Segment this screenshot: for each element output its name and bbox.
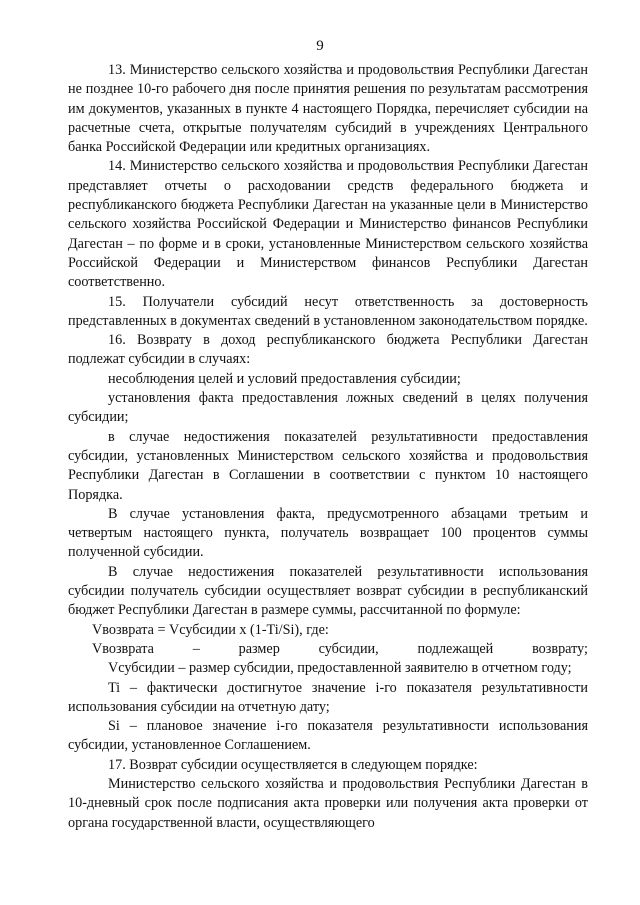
paragraph-16-item-c: в случае недостижения показателей результативности предоставления субсидии, установленных Министерством сельского хозяйства и продовольствия Республики Дагестан в Соглашении в соответствии с пунктом 10 настоящего Порядка. — [68, 428, 588, 503]
formula-definition-ti: Ti – фактически достигнутое значение i-го показателя результативности использования субсидии на отчетную дату; — [68, 679, 588, 715]
paragraph-16-item-b: установления факта предоставления ложных сведений в целях получения субсидии; — [68, 390, 588, 426]
paragraph-16-item-e: В случае недостижения показателей результативности использования субсидии получатель субсидии осуществляет возврат субсидии в республиканский бюджет Республики Дагестан в размере суммы, рассчитанной по формуле: — [68, 563, 588, 619]
paragraph-17: 17. Возврат субсидии осуществляется в следующем порядке: — [108, 756, 478, 773]
def-cell: – — [192, 640, 200, 657]
paragraph-16-item-a: несоблюдения целей и условий предоставления субсидии; — [108, 370, 461, 387]
formula-definition-v-subsidy: Vсубсидии – размер субсидии, предоставленной заявителю в отчетном году; — [108, 660, 572, 677]
document-body — [68, 61, 588, 833]
paragraph-16-item-d: В случае установления факта, предусмотренного абзацами третьим и четвертым настоящего пункта, получатель возвращает 100 процентов суммы полученной субсидии. — [68, 505, 588, 561]
formula-definition-v-return — [68, 640, 588, 659]
def-cell: размер — [238, 640, 280, 657]
paragraph-15: 15. Получатели субсидий несут ответственность за достоверность представленных в документах сведений в установленном законодательством порядке. — [68, 293, 588, 329]
formula-definition-si: Si – плановое значение i-го показателя результативности использования субсидии, установленное Соглашением. — [68, 718, 588, 754]
def-cell: возврату; — [532, 640, 588, 657]
formula-expression: Vвозврата = Vсубсидии x (1-Ti/Si), где: — [92, 621, 329, 638]
paragraph-17-item-a: Министерство сельского хозяйства и продовольствия Республики Дагестан в 10-дневный срок после подписания акта проверки или получения акта проверки от органа государственной власти, осуществляющего — [68, 775, 588, 831]
paragraph-13: 13. Министерство сельского хозяйства и продовольствия Республики Дагестан не позднее 10-го рабочего дня после принятия решения по результатам рассмотрения им документов, указанных в пункте 4 настоящего Порядка, перечисляет субсидии на расчетные счета, открытые получателям субсидий в учреждениях Центрального банка Российской Федерации или кредитных организациях. — [68, 62, 588, 156]
paragraph-16: 16. Возврату в доход республиканского бюджета Республики Дагестан подлежат субсидии в случаях: — [68, 332, 588, 368]
def-cell: подлежащей — [417, 640, 494, 657]
paragraph-14: 14. Министерство сельского хозяйства и продовольствия Республики Дагестан представляет отчеты о расходовании средств федерального бюджета и республиканского бюджета Республики Дагестан на указанные цели в Министерство сельского хозяйства Российской Федерации и Министерство финансов Республики Дагестан – по форме и в сроки, установленные Министерством сельского хозяйства Российской Федерации и Министерством финансов Республики Дагестан соответственно. — [68, 158, 588, 291]
def-cell: Vвозврата — [92, 640, 154, 657]
page-number: 9 — [316, 38, 324, 54]
def-cell: субсидии, — [318, 640, 379, 657]
